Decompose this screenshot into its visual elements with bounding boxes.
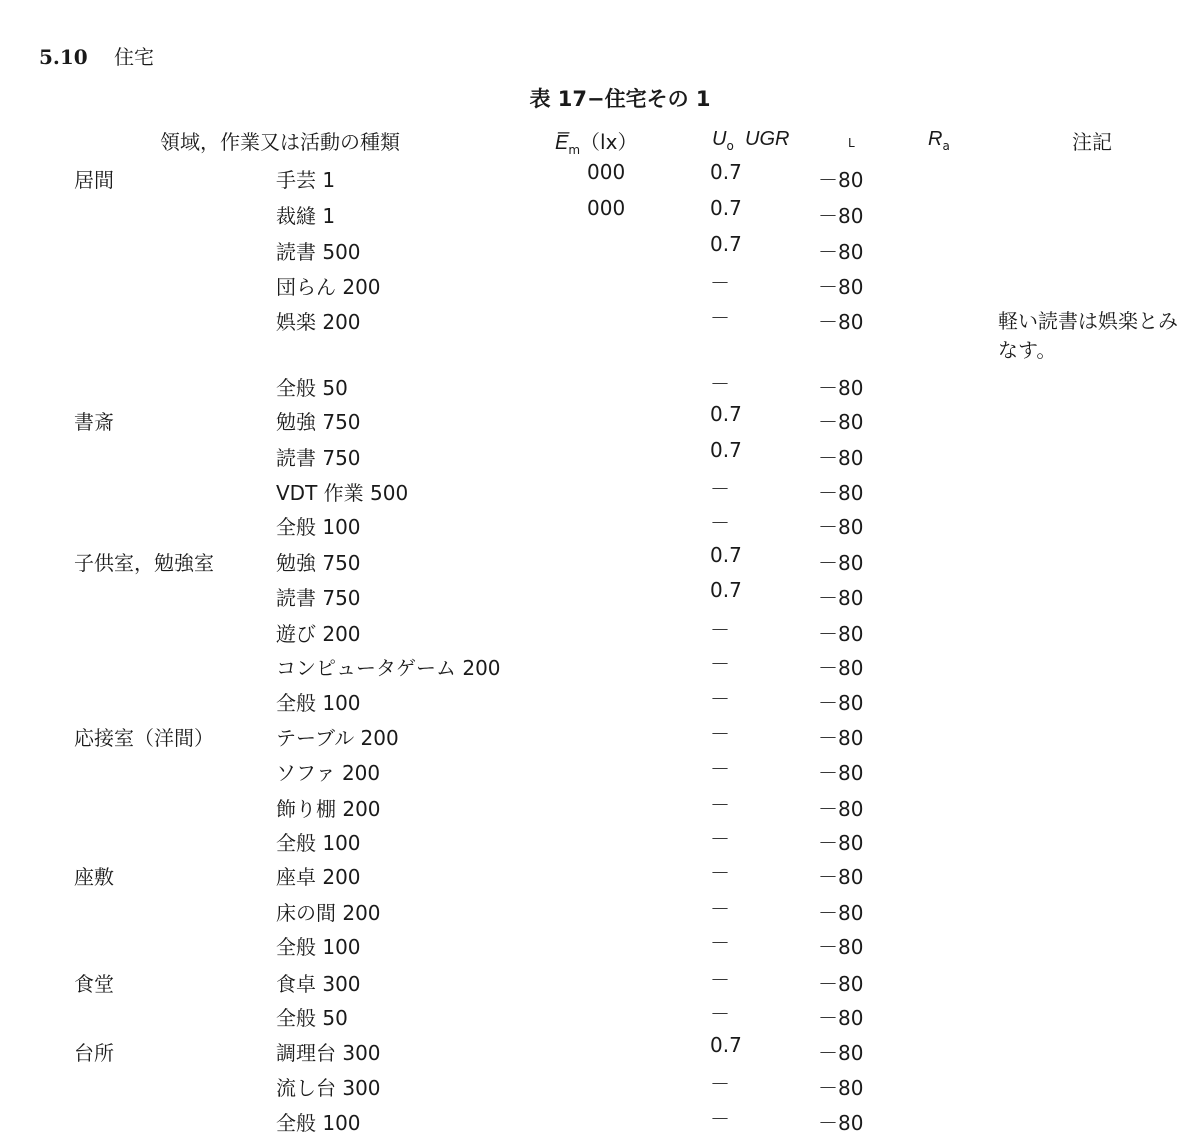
table-row [0, 793, 1200, 829]
task-cell: 読書 750 [276, 586, 361, 610]
uo-cell: － [710, 372, 730, 396]
uo-cell: － [710, 652, 730, 676]
table-row [0, 232, 1200, 272]
header-ugr [745, 126, 789, 151]
task-cell: 調理台 300 [276, 1041, 381, 1065]
uo-cell: － [710, 1107, 730, 1131]
task-cell: 全般 100 [276, 935, 361, 959]
ugr-cell: －80 [818, 240, 864, 264]
uo-cell: － [710, 793, 730, 817]
table-row [0, 1002, 1200, 1038]
ugr-cell: －80 [818, 622, 864, 646]
uo-cell: 0.7 [710, 232, 742, 256]
uo-cell: － [710, 861, 730, 885]
table-row [0, 652, 1200, 688]
uo-cell: 0.7 [710, 402, 742, 426]
table-row [0, 271, 1200, 307]
ugr-cell: －80 [818, 901, 864, 925]
section-number: 5.10 [39, 45, 88, 69]
task-cell: 食卓 300 [276, 972, 361, 996]
uo-cell: － [710, 477, 730, 501]
uo-cell: 0.7 [710, 1033, 742, 1057]
ugr-cell: －80 [818, 726, 864, 750]
em-cell: 000 [587, 196, 626, 220]
table-row [0, 578, 1200, 618]
ugr-cell: －80 [818, 275, 864, 299]
header-em [555, 126, 637, 157]
table-row [0, 687, 1200, 723]
area-cell: 居間 [74, 168, 114, 192]
ugr-cell: －80 [818, 310, 864, 334]
ra-subscript: a [942, 139, 950, 153]
ugr-cell: －80 [818, 515, 864, 539]
uo-cell: 0.7 [710, 578, 742, 602]
area-cell: 書斎 [74, 410, 114, 434]
em-unit: （lx） [580, 130, 638, 154]
task-cell: 全般 100 [276, 515, 361, 539]
header-ugr-sub: L [848, 136, 855, 150]
task-cell: 裁縫 1 [276, 204, 336, 228]
uo-cell: － [710, 757, 730, 781]
task-cell: 全般 100 [276, 1111, 361, 1135]
header-notes: 注記 [1072, 130, 1112, 154]
uo-cell: 0.7 [710, 543, 742, 567]
uo-cell: 0.7 [710, 160, 742, 184]
area-cell: 子供室，勉強室 [74, 551, 214, 575]
table-row [0, 968, 1200, 1004]
task-cell: 勉強 750 [276, 410, 361, 434]
task-cell: 全般 100 [276, 691, 361, 715]
uo-cell: － [710, 271, 730, 295]
task-cell: 手芸 1 [276, 168, 336, 192]
ugr-cell: －80 [818, 831, 864, 855]
area-cell: 座敷 [74, 865, 114, 889]
uo-subscript: o [726, 139, 734, 153]
ugr-cell: －80 [818, 204, 864, 228]
ugr-cell: －80 [818, 1041, 864, 1065]
table-row [0, 160, 1200, 200]
uo-cell: － [710, 968, 730, 992]
note-cell: 軽い読書は娯楽とみなす。 [998, 309, 1178, 362]
header-uo [712, 126, 734, 153]
uo-cell: － [710, 827, 730, 851]
table-title: 表 17−住宅その 1 [529, 87, 711, 111]
task-cell: VDT 作業 500 [276, 481, 409, 505]
ugr-cell: －80 [818, 1076, 864, 1100]
table-row [0, 931, 1200, 967]
area-cell: 食堂 [74, 972, 114, 996]
task-cell: 娯楽 200 [276, 310, 361, 334]
task-cell: 流し台 300 [276, 1076, 381, 1100]
table-row [0, 1072, 1200, 1108]
table-row [0, 196, 1200, 236]
ugr-cell: －80 [818, 1111, 864, 1135]
table-row [0, 1033, 1200, 1073]
uo-cell: 0.7 [710, 438, 742, 462]
uo-cell: － [710, 897, 730, 921]
em-subscript: m [568, 143, 581, 157]
task-cell: 飾り棚 200 [276, 797, 381, 821]
uo-cell: － [710, 306, 730, 330]
table-row [0, 543, 1200, 583]
uo-symbol: U [712, 128, 727, 150]
uo-cell: － [710, 931, 730, 955]
task-cell: 読書 500 [276, 240, 361, 264]
task-cell: 全般 50 [276, 376, 348, 400]
ugr-cell: －80 [818, 761, 864, 785]
ugr-cell: －80 [818, 691, 864, 715]
ugr-cell: －80 [818, 797, 864, 821]
uo-cell: － [710, 511, 730, 535]
ugr-cell: －80 [818, 446, 864, 470]
task-cell: テーブル 200 [276, 726, 399, 750]
table-row [0, 757, 1200, 793]
ugr-cell: －80 [818, 168, 864, 192]
uo-cell: 0.7 [710, 196, 742, 220]
table-row [0, 618, 1200, 654]
ugr-cell: －80 [818, 1006, 864, 1030]
table-row [0, 477, 1200, 513]
ugr-cell: －80 [818, 376, 864, 400]
em-symbol: E̅ [555, 132, 569, 154]
table-row [0, 1107, 1200, 1143]
table-row [0, 402, 1200, 442]
table-row [0, 722, 1200, 758]
uo-cell: － [710, 687, 730, 711]
ugr-cell: －80 [818, 410, 864, 434]
ugr-cell: －80 [818, 865, 864, 889]
table-row [0, 861, 1200, 897]
ra-symbol: R [928, 128, 943, 150]
section-heading [39, 41, 154, 70]
table-row [0, 897, 1200, 933]
task-cell: 床の間 200 [276, 901, 381, 925]
task-cell: 全般 100 [276, 831, 361, 855]
ugr-cell: －80 [818, 481, 864, 505]
area-cell: 応接室（洋間） [74, 726, 214, 750]
task-cell: 座卓 200 [276, 865, 361, 889]
ugr-symbol: UGR [745, 128, 790, 150]
ugr-cell: －80 [818, 551, 864, 575]
uo-cell: － [710, 722, 730, 746]
uo-cell: － [710, 1072, 730, 1096]
ugr-cell: －80 [818, 935, 864, 959]
task-cell: 遊び 200 [276, 622, 361, 646]
table-row [0, 372, 1200, 408]
task-cell: ソファ 200 [276, 761, 381, 785]
section-name: 住宅 [113, 45, 154, 69]
ugr-cell: －80 [818, 656, 864, 680]
table-row [0, 306, 1200, 362]
task-cell: 団らん 200 [276, 275, 381, 299]
task-cell: 全般 50 [276, 1006, 348, 1030]
ugr-cell: －80 [818, 586, 864, 610]
task-cell: 勉強 750 [276, 551, 361, 575]
em-cell: 000 [587, 160, 626, 184]
task-cell: 読書 750 [276, 446, 361, 470]
uo-cell: － [710, 1002, 730, 1026]
header-ra [928, 126, 950, 153]
table-row [0, 827, 1200, 863]
table-row [0, 511, 1200, 547]
header-area-task: 領域，作業又は活動の種類 [160, 130, 400, 154]
uo-cell: － [710, 618, 730, 642]
ugr-cell: －80 [818, 972, 864, 996]
table-row [0, 438, 1200, 478]
task-cell: コンピュータゲーム 200 [276, 656, 501, 680]
area-cell: 台所 [74, 1041, 114, 1065]
